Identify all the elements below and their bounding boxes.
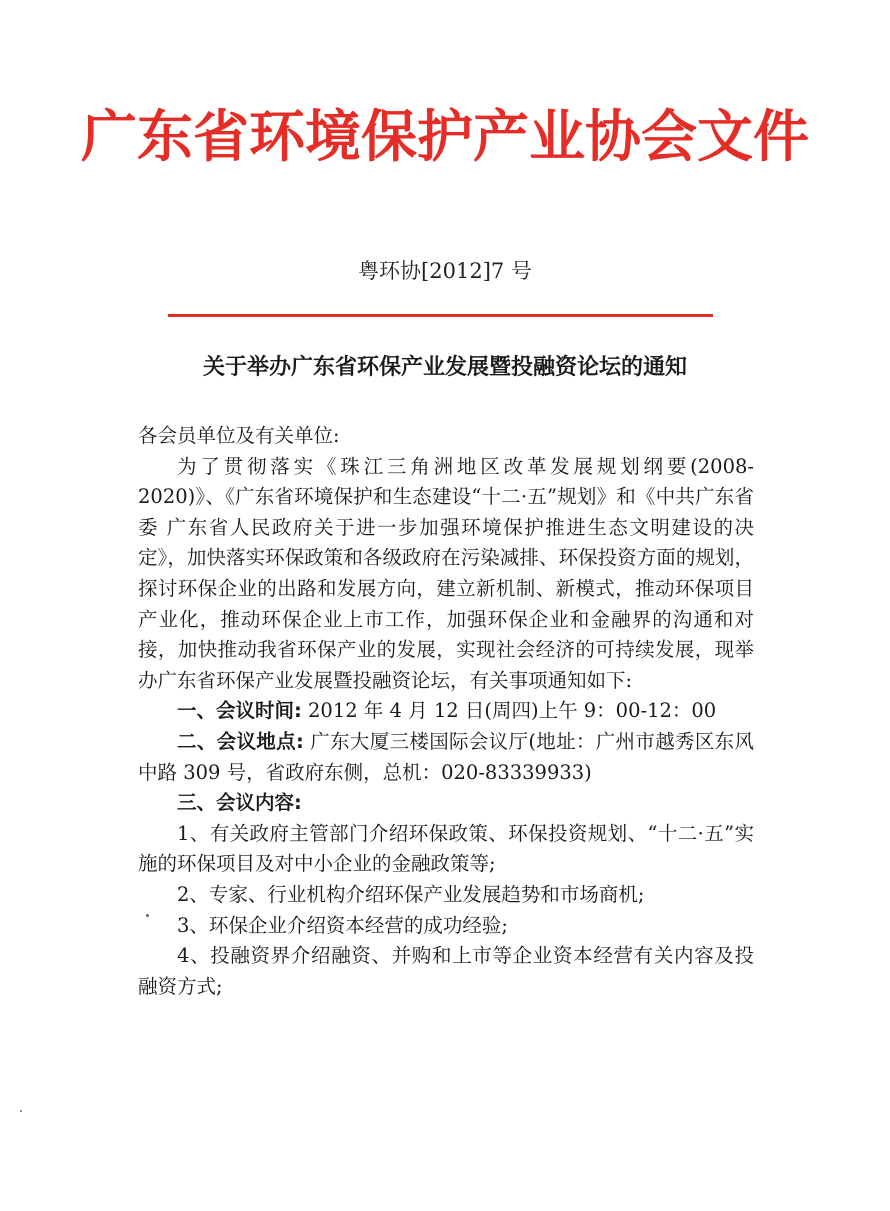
salutation: 各会员单位及有关单位: [138, 424, 340, 447]
item-label: 三、会议内容: [177, 791, 302, 815]
content-point: 3、环保企业介绍资本经营的成功经验; [177, 913, 508, 937]
item-label: 二、会议地点: [177, 729, 304, 753]
item-label: 一、会议时间: [177, 699, 302, 723]
red-divider-line [168, 314, 713, 317]
notice-title: 关于举办广东省环保产业发展暨投融资论坛的通知 [202, 355, 687, 380]
content-point: 4、投融资界介绍融资、并购和上市等企业资本经营有关内容及投融资方式; [138, 944, 754, 998]
document-number: 粤环协[2012]7 号 [358, 259, 532, 283]
masthead-title: 广东省环境保护产业协会文件 [81, 105, 809, 170]
scan-speck [20, 1110, 22, 1112]
item-text: 广东大厦三楼国际会议厅(地址：广州市越秀区东风中路 309 号，省政府东侧，总机：020-83339933) [138, 729, 754, 784]
item-meeting-content [138, 788, 754, 819]
item-text: 2012 年 4 月 12 日(周四)上午 9：00-12：00 [301, 699, 717, 723]
item-meeting-time [138, 696, 754, 727]
content-point: 1、有关政府主管部门介绍环保政策、环保投资规划、“十二·五”实施的环保项目及对中小企业的金融政策等; [138, 821, 754, 876]
scan-speck [146, 914, 149, 917]
item-meeting-venue [138, 727, 754, 788]
content-point: 2、专家、行业机构介绍环保产业发展趋势和市场商机; [177, 882, 645, 906]
notice-body [138, 421, 754, 1002]
intro-paragraph: 为了贯彻落实《珠江三角洲地区改革发展规划纲要(2008-2020)》、《广东省环境保护和生态建设“十二·五”规划》和《中共广东省委 广东省人民政府关于进一步加强环境保护推进生态文明建设的决定》，加快落实环保政策和各级政府在污染减排、环保投资方面的规划，探讨环保企业的出路和发展方向，建立新机制、新模式，推动环保项目产业化，推动环保企业上市工作，加强环保企业和金融界的沟通和对接，加快推动我省环保产业的发展，实现社会经济的可持续发展，现举办广东省环保产业发展暨投融资论坛，有关事项通知如下: [138, 454, 754, 692]
